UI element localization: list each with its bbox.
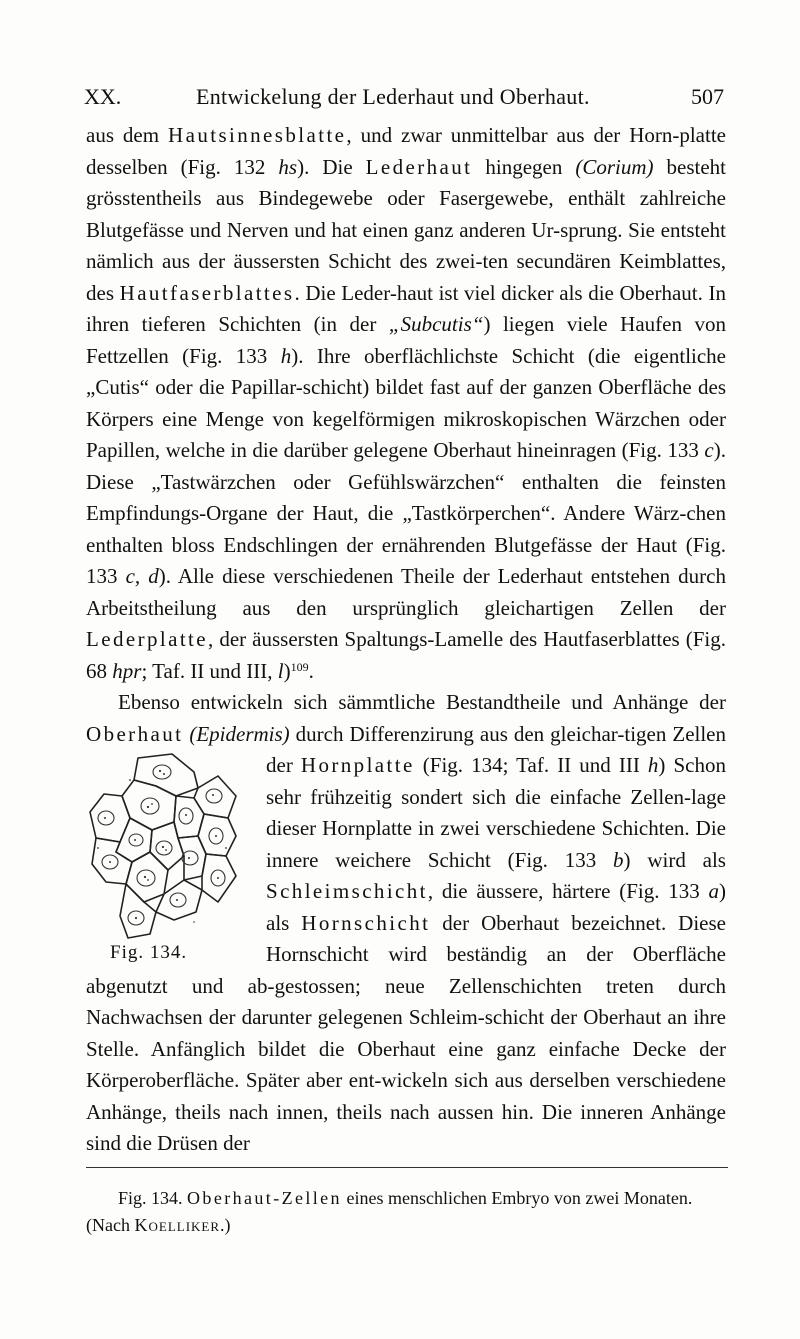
figure-label: Fig. 134. <box>110 942 188 963</box>
paragraph-2: Ebenso entwickeln sich sämmtliche Bestandtheile und Anhänge der Oberhaut (Epidermis) durch Differenzirung aus den gleichar-tigen Zellen der Hornplatte (Fig. 134; Taf. II und III h ) Schon sehr frühzeitig sondert sich die einfache Zellen-lage dieser Hornplatte in zwei verschiedene Schichten. Die innere weichere Schicht (Fig. 133 b) wird als Schleimschicht, die äussere, härtere (Fig. 133 a) als Hornschicht der Oberhaut bezeichnet. Diese Hornschicht wird beständig an der Oberfläche abgenutzt und ab-gestossen; neue Zellenschichten treten durch Nachwachsen der darunter gelegenen Schleim-schicht der Oberhaut an ihre Stelle. Anfänglich bildet die Oberhaut eine ganz einfache Decke der Körperoberfläche. Später aber ent-wickeln sich aus derselben verschiedene Anhänge, theils nach innen, theils nach aussen hin. Die inneren Anhänge sind die Drüsen der <box>86 690 727 1155</box>
figure-caption-footnote: Fig. 134. Oberhaut-Zellen eines menschlichen Embryo von zwei Monaten. (Nach Koelliker.) <box>86 1188 693 1235</box>
figure-134 <box>86 752 266 975</box>
main-text <box>86 120 726 1160</box>
epidermis-cells-illustration <box>86 752 256 942</box>
running-title: Entwickelung der Lederhaut und Oberhaut. <box>196 84 590 109</box>
running-header <box>84 84 724 114</box>
chapter-number: XX. <box>84 84 122 109</box>
footnote-divider <box>86 1167 728 1168</box>
page-number: 507 <box>691 84 724 109</box>
paragraph-1: aus dem Hautsinnesblatte, und zwar unmittelbar aus der Horn-platte desselben (Fig. 132 hs). Die Lederhaut hingegen (Corium) besteht grösstentheils aus Bindegewebe oder Fasergewebe, enthält zahlreiche Blutgefässe und Nerven und hat einen ganz anderen Ur-sprung. Sie entsteht nämlich aus der äussersten Schicht des zwei-ten secundären Keimblattes, des Hautfaserblattes. Die Leder-haut ist viel dicker als die Oberhaut. In ihren tieferen Schichten (in der „Subcutis“) liegen viele Haufen von Fettzellen (Fig. 133 h). Ihre oberflächlichste Schicht (die eigentliche „Cutis“ oder die Papillar-schicht) bildet fast auf der ganzen Oberfläche des Körpers eine Menge von kegelförmigen mikroskopischen Wärzchen oder Papillen, welche in die darüber gelegene Oberhaut hineinragen (Fig. 133 c). Diese „Tastwärzchen oder Gefühlswärzchen“ enthalten die feinsten Empfindungs-Organe der Haut, die „Tastkörperchen“. Andere Wärz-chen enthalten bloss Endschlingen der ernährenden Blutgefässe der Haut (Fig. 133 c, d). Alle diese verschiedenen Theile der Lederhaut entstehen durch Arbeitstheilung aus den ursprünglich gleichartigen Zellen der Lederplatte, der äussersten Spaltungs-Lamelle des Hautfaserblattes (Fig. 68 hpr; Taf. II und III, l)$^{109}$. <box>86 123 726 683</box>
